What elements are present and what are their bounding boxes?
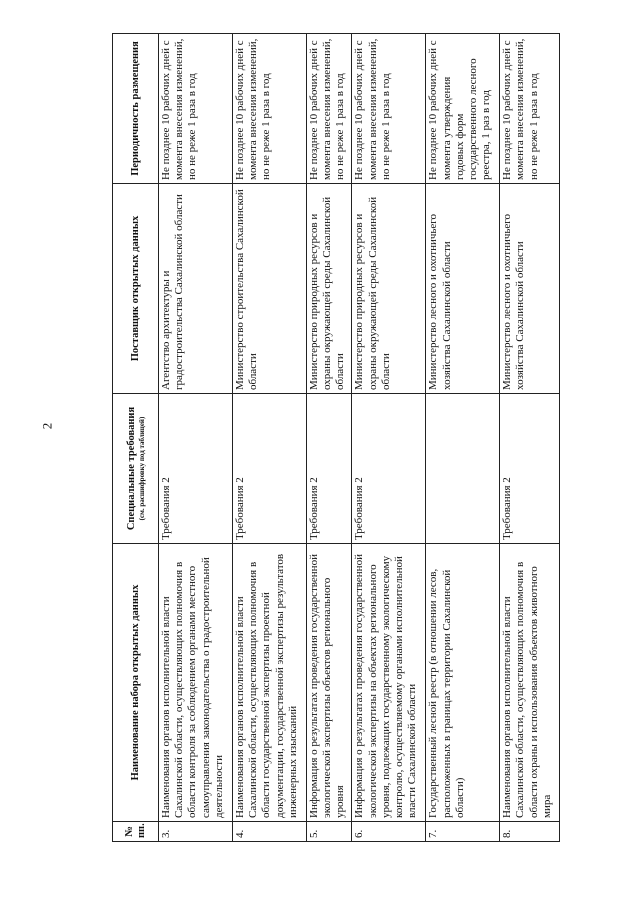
cell-requirements: Требования 2 [232, 394, 306, 544]
table-row [159, 34, 233, 842]
cell-num: 7. [426, 822, 500, 842]
cell-num: 8. [500, 822, 560, 842]
table-row [500, 34, 560, 842]
cell-provider: Министерство лесного и охотничьего хозяйства Сахалинской области [500, 184, 560, 394]
cell-provider: Министерство строительства Сахалинской области [232, 184, 306, 394]
cell-requirements: Требования 2 [159, 394, 233, 544]
cell-provider: Министерство природных ресурсов и охраны окружающей среды Сахалинской области [306, 184, 352, 394]
table-header-row [113, 34, 159, 842]
header-provider: Поставщик открытых данных [113, 184, 159, 394]
cell-name: Наименования органов исполнительной власти Сахалинской области, осуществляющих полномочия в области охраны и использования объектов животного мира [500, 544, 560, 822]
open-data-table [112, 33, 560, 842]
header-name: Наименование набора открытых данных [113, 544, 159, 822]
cell-name: Информация о результатах проведения государственной экологической экспертизы объектов регионального уровня [306, 544, 352, 822]
cell-num: 5. [306, 822, 352, 842]
cell-num: 6. [352, 822, 426, 842]
cell-requirements: Требования 2 [352, 394, 426, 544]
cell-periodicity: Не позднее 10 рабочих дней с момента утверждения годовых форм государственного лесного реестра, 1 раз в год [426, 34, 500, 184]
table-row [306, 34, 352, 842]
table-row [352, 34, 426, 842]
rotated-table-wrapper [112, 34, 560, 842]
cell-name: Информация о результатах проведения государственной экологической экспертизы на объектах регионального уровня, подлежащих государственному экологическому контролю, осуществляемому органами исполнительной власти Сахалинской области [352, 544, 426, 822]
cell-requirements [426, 394, 500, 544]
header-requirements [113, 394, 159, 544]
page-number: 2 [39, 422, 55, 430]
cell-provider: Министерство лесного и охотничьего хозяйства Сахалинской области [426, 184, 500, 394]
cell-periodicity: Не позднее 10 рабочих дней с момента внесения изменений, но не реже 1 раза в год [232, 34, 306, 184]
cell-name: Государственный лесной реестр (в отношении лесов, расположенных в границах территории Сахалинской области) [426, 544, 500, 822]
cell-name: Наименования органов исполнительной власти Сахалинской области, осуществляющих полномочия в области контроля за соблюдением органами местного самоуправления законодательства о градостроительной деятельности [159, 544, 233, 822]
cell-periodicity: Не позднее 10 рабочих дней с момента внесения изменений, но не реже 1 раза в год [500, 34, 560, 184]
header-requirements-title: Специальные требования [125, 406, 137, 531]
cell-provider: Министерство природных ресурсов и охраны окружающей среды Сахалинской области [352, 184, 426, 394]
cell-num: 3. [159, 822, 233, 842]
cell-periodicity: Не позднее 10 рабочих дней с момента внесения изменений, но не реже 1 раза в год [306, 34, 352, 184]
header-periodicity: Периодичность размещения [113, 34, 159, 184]
cell-num: 4. [232, 822, 306, 842]
table-row [232, 34, 306, 842]
cell-periodicity: Не позднее 10 рабочих дней с момента внесения изменений, но не реже 1 раза в год [352, 34, 426, 184]
header-requirements-note: (см. расшифровку под таблицей) [137, 416, 146, 521]
cell-requirements: Требования 2 [500, 394, 560, 544]
table-row [426, 34, 500, 842]
cell-requirements: Требования 2 [306, 394, 352, 544]
cell-provider: Агентство архитектуры и градостроительства Сахалинской области [159, 184, 233, 394]
cell-name: Наименования органов исполнительной власти Сахалинской области, осуществляющих полномочия в области государственной экспертизы проектной документации, государственной экспертизы результатов инженерных изысканий [232, 544, 306, 822]
header-num: № пп. [113, 822, 159, 842]
cell-periodicity: Не позднее 10 рабочих дней с момента внесения изменений, но не реже 1 раза в год [159, 34, 233, 184]
